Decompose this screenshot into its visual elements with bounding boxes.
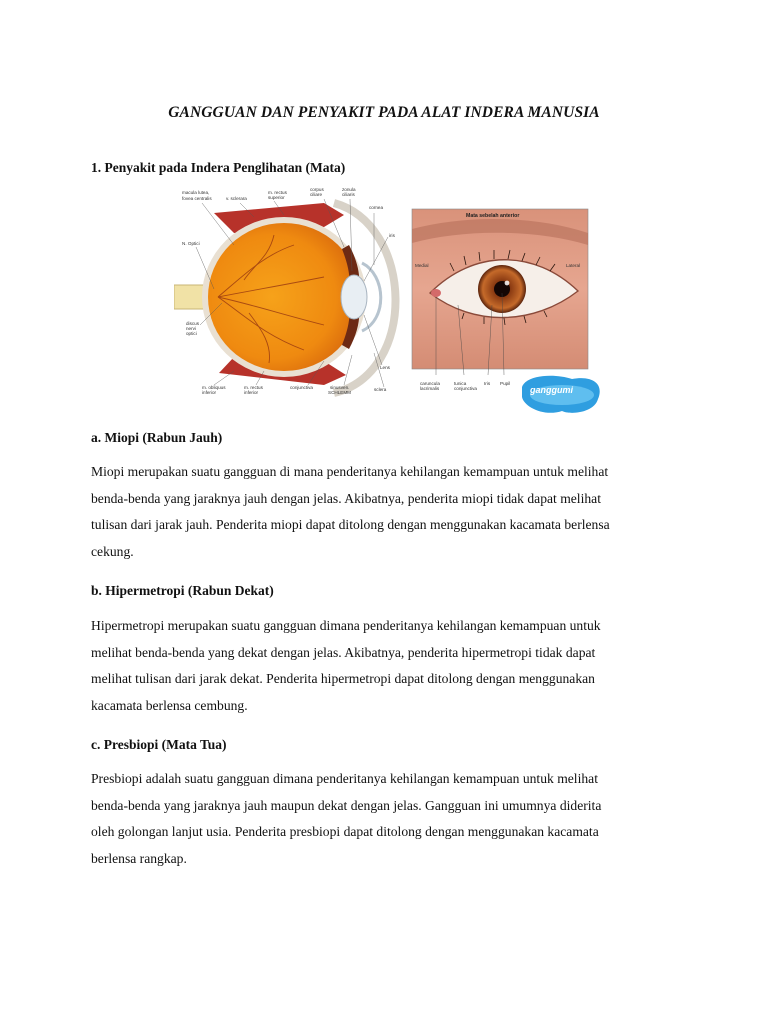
text-line: cekung. — [91, 543, 134, 559]
paragraph-hipermetropi — [91, 613, 681, 719]
label-n-optici: N. Optici — [182, 241, 200, 246]
heading-miopi: a. Miopi (Rabun Jauh) — [91, 430, 223, 445]
label-lateral: Lateral — [566, 263, 581, 268]
label-macula: macula lutea, — [182, 190, 210, 195]
label-corpus2: ciliare — [310, 192, 322, 197]
heading-hipermetropi: b. Hipermetropi (Rabun Dekat) — [91, 583, 274, 598]
label-tunica: tunica — [454, 381, 467, 386]
label-discus: discus — [186, 321, 200, 326]
label-fovea: fovea centralis — [182, 196, 212, 201]
label-iris: iris — [389, 233, 395, 238]
label-rectus-inf: m. rectus — [244, 385, 263, 390]
paragraph-presbiopi — [91, 766, 681, 872]
label-anterior-iris: Iris — [484, 381, 491, 386]
label-sclera: sclera — [374, 387, 387, 392]
label-cornea: cornea — [369, 205, 384, 210]
label-lens: Lens — [380, 365, 390, 370]
label-pupil: Pupil — [500, 381, 511, 386]
label-corpus: corpus — [310, 187, 324, 192]
label-zonula2: ciliaris — [342, 192, 355, 197]
label-caruncula: caruncula — [420, 381, 440, 386]
text-line: Miopi merupakan suatu gangguan di mana penderitanya kehilangan kemampuan untuk melihat — [91, 464, 609, 479]
label-schlemm: sinusven. — [330, 385, 350, 390]
page-title: GANGGUAN DAN PENYAKIT PADA ALAT INDERA MANUSIA — [168, 104, 600, 121]
text-line: melihat tulisan dari jarak dekat. Penderita hipermetropi dapat ditolong dengan menggunakan — [91, 671, 595, 686]
label-v-sclerara: v. sclerara — [226, 196, 247, 201]
label-tunica2: conjunctiva — [454, 386, 477, 391]
eye-anterior-view — [412, 209, 588, 391]
label-obliquus: m. obliquus — [202, 385, 226, 390]
label-rectus-sup2: superior — [268, 195, 285, 200]
eye-cross-section — [174, 185, 409, 417]
label-rectus-inf2: inferior — [244, 390, 259, 395]
text-line: oleh golongan lanjut usia. Penderita presbiopi dapat ditolong dengan menggunakan kacamata — [91, 824, 599, 839]
heading-presbiopi: c. Presbiopi (Mata Tua) — [91, 737, 227, 752]
text-line: melihat benda-benda yang dekat dengan jelas. Akibatnya, penderita hipermetropi tidak dapat — [91, 644, 596, 660]
text-line: benda-benda yang jaraknya jauh dengan jelas. Akibatnya, penderita miopi tidak dapat melihat — [91, 490, 601, 506]
text-line: Presbiopi adalah suatu gangguan dimana penderitanya kehilangan kemampuan untuk melihat — [91, 771, 598, 786]
text-line: berlensa rangkap. — [91, 850, 187, 866]
watermark-text: ganggumi — [530, 385, 573, 395]
label-medial: Medial — [415, 263, 429, 268]
text-line: Hipermetropi merupakan suatu gangguan dimana penderitanya kehilangan kemampuan untuk — [91, 618, 601, 633]
label-rectus-sup: m. rectus — [268, 190, 287, 195]
label-zonula: zonula — [342, 187, 356, 192]
eye-anatomy-figure — [174, 185, 600, 417]
label-schlemm2: SCHLEMM — [328, 390, 351, 395]
text-line: tulisan dari jarak jauh. Penderita miopi dapat ditolong dengan menggunakan kacamata berlensa — [91, 517, 610, 532]
text-line: kacamata berlensa cembung. — [91, 697, 248, 713]
watermark-logo — [522, 376, 600, 413]
label-anterior-title: Mata sebelah anterior — [466, 213, 520, 219]
paragraph-miopi — [91, 459, 681, 565]
text-line: benda-benda yang jaraknya jauh maupun dekat dengan jelas. Gangguan ini umumnya diderita — [91, 797, 602, 813]
label-discus2: nervi — [186, 326, 196, 331]
label-discus3: optici — [186, 331, 197, 336]
label-caruncula2: lacrimalis — [420, 386, 440, 391]
section-heading: 1. Penyakit pada Indera Penglihatan (Mata) — [91, 160, 346, 175]
label-conjunctiva: conjunctiva — [290, 385, 313, 390]
label-obliquus2: inferior — [202, 390, 217, 395]
